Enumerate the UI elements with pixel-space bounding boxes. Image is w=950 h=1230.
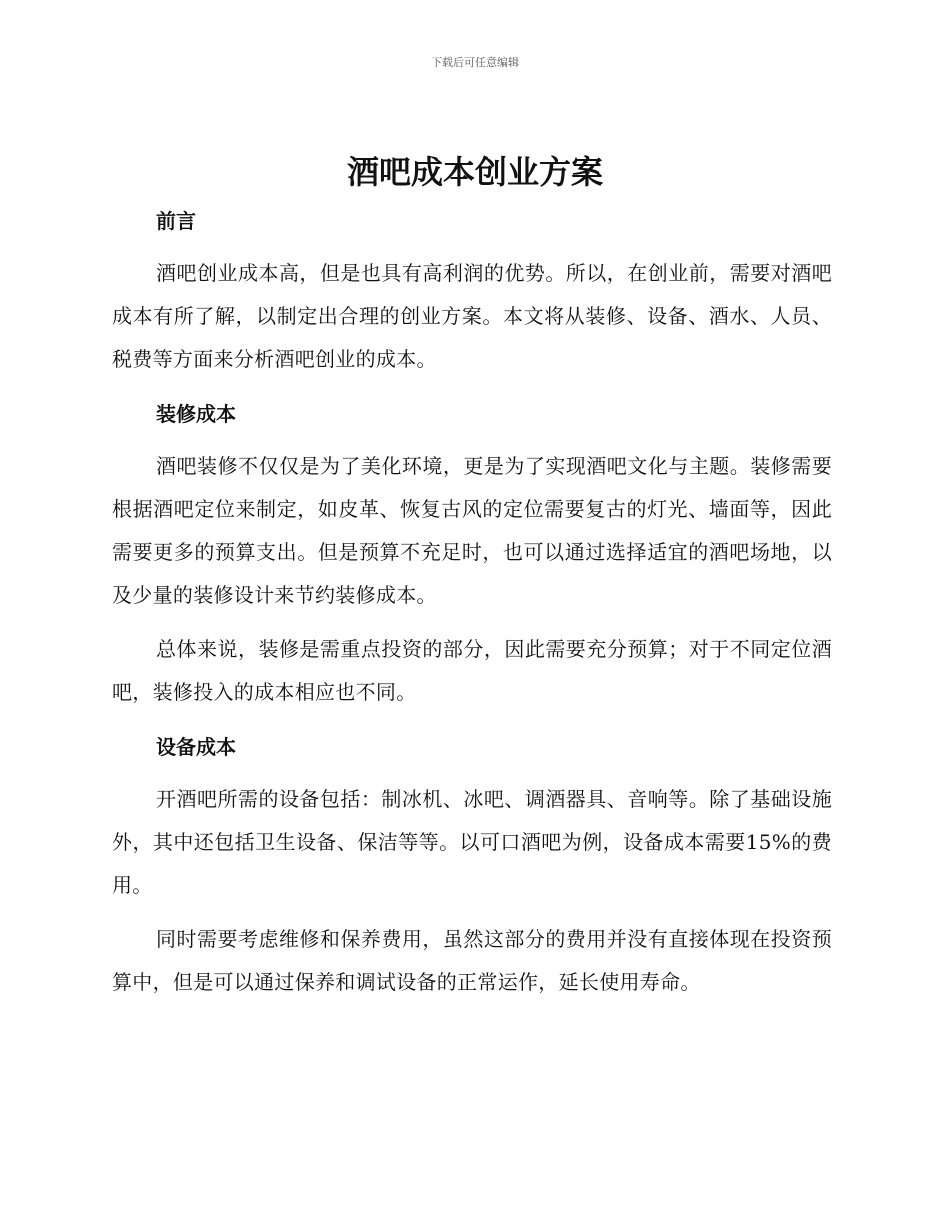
section-preface <box>112 196 832 381</box>
section-heading: 装修成本 <box>156 402 236 426</box>
paragraph: 总体来说，装修是需重点投资的部分，因此需要充分预算；对于不同定位酒吧，装修投入的成本相应也不同。 <box>112 637 832 704</box>
paragraph: 酒吧创业成本高，但是也具有高利润的优势。所以，在创业前，需要对酒吧成本有所了解，以制定出合理的创业方案。本文将从装修、设备、酒水、人员、税费等方面来分析酒吧创业的成本。 <box>112 261 832 371</box>
section-decoration-cost <box>112 389 832 714</box>
paragraph: 同时需要考虑维修和保养费用，虽然这部分的费用并没有直接体现在投资预算中，但是可以通过保养和调试设备的正常运作，延长使用寿命。 <box>112 927 832 994</box>
paragraph: 酒吧装修不仅仅是为了美化环境，更是为了实现酒吧文化与主题。装修需要根据酒吧定位来制定，如皮革、恢复古风的定位需要复古的灯光、墙面等，因此需要更多的预算支出。但是预算不充足时，也可以通过选择适宜的酒吧场地，以及少量的装修设计来节约装修成本。 <box>112 454 832 607</box>
section-heading: 设备成本 <box>156 735 236 759</box>
section-heading: 前言 <box>156 209 196 233</box>
document-body <box>112 196 832 1004</box>
section-equipment-cost <box>112 722 832 1004</box>
header-note: 下载后可任意编辑 <box>431 56 519 69</box>
paragraph: 开酒吧所需的设备包括：制冰机、冰吧、调酒器具、音响等。除了基础设施外，其中还包括卫生设备、保洁等等。以可口酒吧为例，设备成本需要15%的费用。 <box>112 787 832 897</box>
document-title: 酒吧成本创业方案 <box>346 153 603 191</box>
